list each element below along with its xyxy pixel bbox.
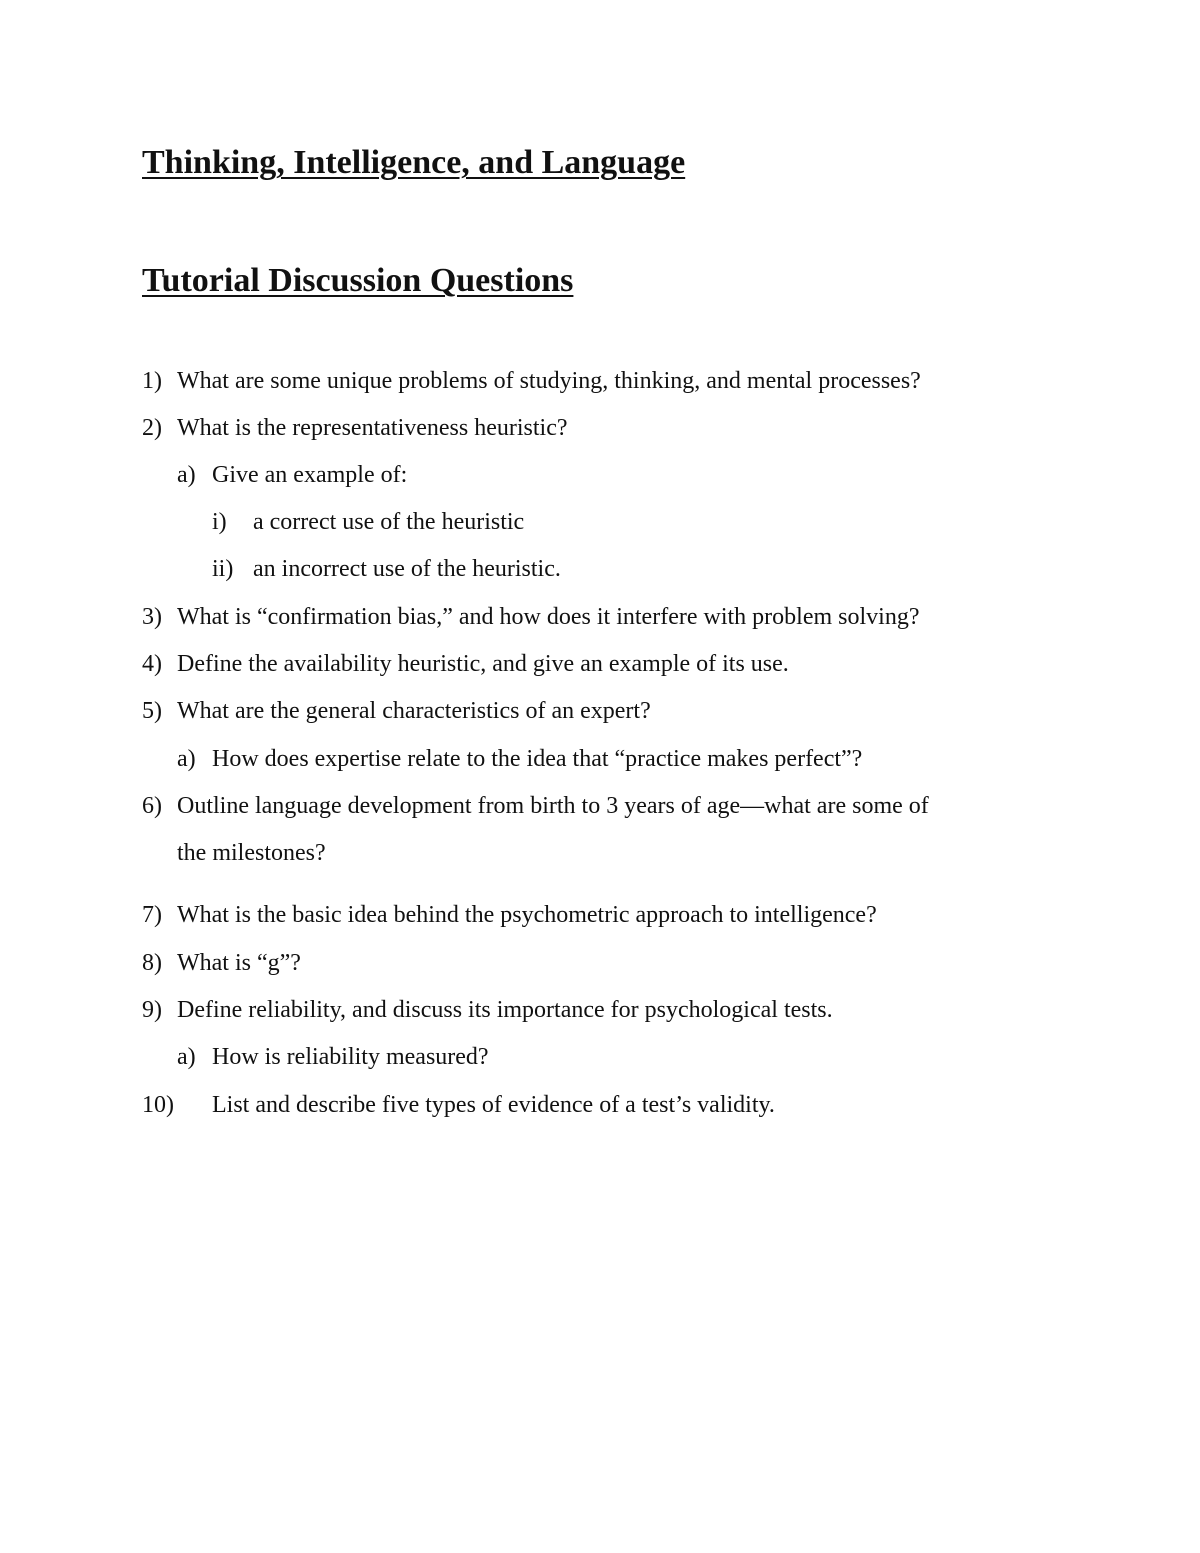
sub-question-text: Give an example of: (212, 462, 408, 488)
question-number: 2) (142, 415, 162, 441)
sub-sub-question-text: a correct use of the heuristic (253, 509, 525, 535)
sub-sub-question-text: an incorrect use of the heuristic. (253, 556, 561, 582)
question-text: Define the availability heuristic, and give an example of its use. (177, 651, 789, 677)
question-number: 9) (142, 997, 162, 1023)
question-number: 3) (142, 604, 162, 630)
question-number: 1) (142, 368, 162, 394)
question-text: What is the basic idea behind the psychometric approach to intelligence? (177, 902, 877, 928)
question-number: 10) (142, 1092, 174, 1118)
question-text: What is “confirmation bias,” and how does it interfere with problem solving? (177, 604, 920, 630)
question-text: What are the general characteristics of an expert? (177, 698, 651, 724)
question-text: the milestones? (177, 840, 326, 866)
document-title: Thinking, Intelligence, and Language (142, 144, 686, 181)
question-text: What is the representativeness heuristic? (177, 415, 568, 441)
sub-question-text: How is reliability measured? (212, 1044, 489, 1070)
question-number: 4) (142, 651, 162, 677)
question-number: 6) (142, 793, 162, 819)
sub-question-text: How does expertise relate to the idea that “practice makes perfect”? (212, 746, 863, 772)
question-number: 5) (142, 698, 162, 724)
sub-question-letter: a) (177, 462, 196, 488)
question-text: What is “g”? (177, 950, 301, 976)
question-text: List and describe five types of evidence of a test’s validity. (212, 1092, 775, 1118)
sub-question-letter: a) (177, 746, 196, 772)
question-number: 7) (142, 902, 162, 928)
sub-sub-question-numeral: ii) (212, 556, 234, 582)
question-text: What are some unique problems of studying, thinking, and mental processes? (177, 368, 921, 394)
question-text: Outline language development from birth to 3 years of age—what are some of (177, 793, 929, 819)
question-text: Define reliability, and discuss its importance for psychological tests. (177, 997, 833, 1023)
document-subtitle: Tutorial Discussion Questions (142, 262, 574, 299)
sub-question-letter: a) (177, 1044, 196, 1070)
sub-sub-question-numeral: i) (212, 509, 227, 535)
question-number: 8) (142, 950, 162, 976)
